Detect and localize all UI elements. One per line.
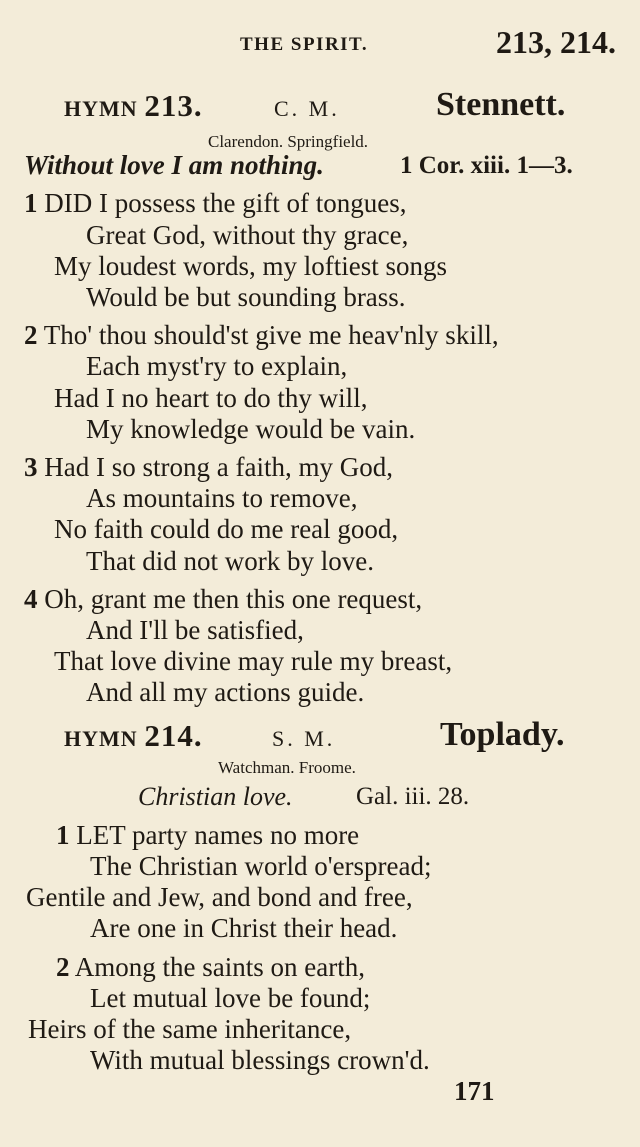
verse-line: 2 Tho' thou should'st give me heav'nly skill,: [24, 320, 499, 350]
hymn-214-heading: [64, 718, 203, 754]
hymn-tunes: Watchman. Froome.: [218, 758, 356, 777]
verse-line: Would be but sounding brass.: [86, 282, 406, 312]
verse-line: My loudest words, my loftiest songs: [54, 251, 448, 281]
verse-number: 3: [24, 452, 38, 482]
hymn-label: HYMN: [64, 726, 138, 751]
hymn-author: Stennett.: [436, 86, 566, 123]
verse-line: Heirs of the same inheritance,: [28, 1014, 352, 1044]
hymn-meter: C. M.: [274, 96, 340, 121]
verse-number: 2: [24, 320, 38, 350]
hymn-author: Toplady.: [440, 716, 565, 753]
verse-line: Great God, without thy grace,: [86, 220, 409, 250]
verse-line: Had I no heart to do thy will,: [54, 383, 368, 413]
verse-line: 2 Among the saints on earth,: [56, 952, 365, 982]
hymn-range: 213, 214.: [496, 24, 616, 60]
verse-line: 3 Had I so strong a faith, my God,: [24, 452, 393, 482]
verse-line: And I'll be satisfied,: [86, 615, 304, 645]
verse-line: That did not work by love.: [86, 546, 374, 576]
verse-line: 1 LET party names no more: [56, 820, 360, 850]
verse-line: Let mutual love be found;: [90, 983, 371, 1013]
verse-line: Gentile and Jew, and bond and free,: [26, 882, 413, 912]
hymn-number: 214.: [144, 718, 203, 753]
hymn-label: HYMN: [64, 96, 138, 121]
verse-line: 1 DID I possess the gift of tongues,: [24, 188, 407, 218]
hymn-meter: S. M.: [272, 726, 336, 751]
hymn-subject: Christian love.: [138, 782, 293, 811]
verse-line: As mountains to remove,: [86, 483, 358, 513]
verse-line: With mutual blessings crown'd.: [90, 1045, 430, 1075]
hymn-number: 213.: [144, 88, 203, 123]
hymn-subject: Without love I am nothing.: [24, 150, 324, 180]
verse-number: 2: [56, 952, 70, 982]
hymn-213-heading: [64, 88, 203, 124]
hymn-scripture: 1 Cor. xiii. 1—3.: [400, 152, 573, 179]
page-number: 171: [454, 1076, 495, 1106]
verse-line: 4 Oh, grant me then this one request,: [24, 584, 423, 614]
verse-line: No faith could do me real good,: [54, 514, 399, 544]
verse-number: 4: [24, 584, 38, 614]
verse-line: Each myst'ry to explain,: [86, 351, 348, 381]
verse-line: And all my actions guide.: [86, 677, 365, 707]
verse-number: 1: [56, 820, 70, 850]
verse-line: Are one in Christ their head.: [90, 913, 398, 943]
running-title: THE SPIRIT.: [240, 34, 369, 55]
verse-line: My knowledge would be vain.: [86, 414, 416, 444]
hymn-tunes: Clarendon. Springfield.: [208, 132, 369, 151]
verse-line: That love divine may rule my breast,: [54, 646, 453, 676]
hymn-scripture: Gal. iii. 28.: [356, 783, 470, 810]
verse-number: 1: [24, 188, 38, 218]
verse-line: The Christian world o'erspread;: [90, 851, 432, 881]
